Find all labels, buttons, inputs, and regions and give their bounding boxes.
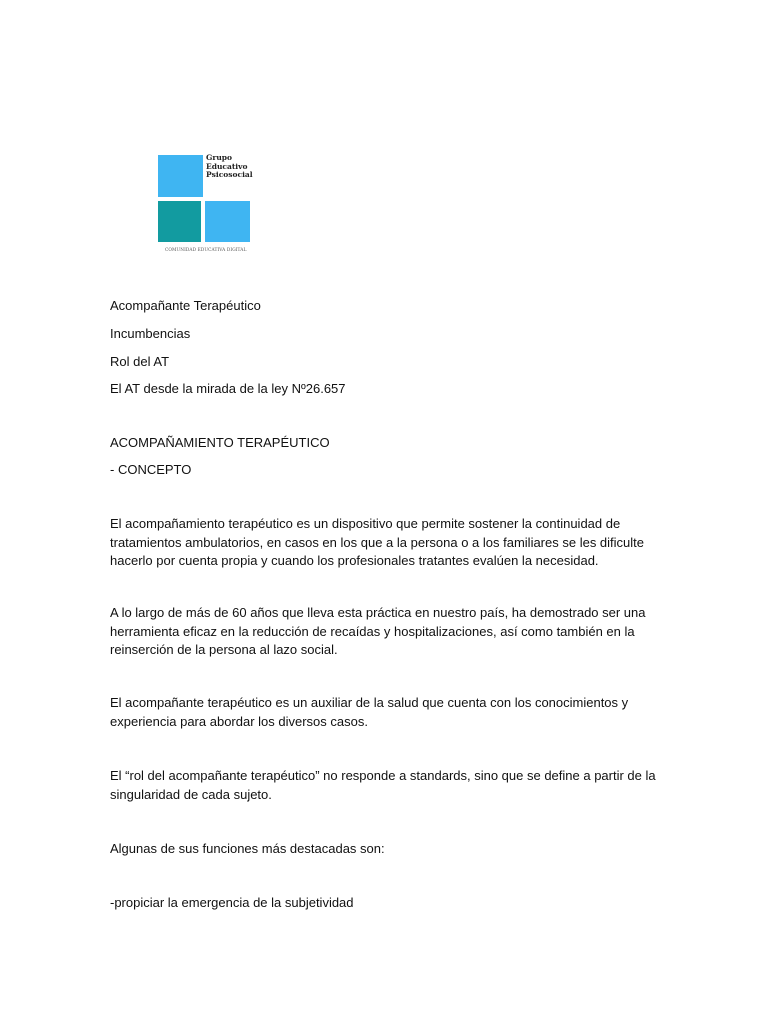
paragraph-history <box>110 604 670 660</box>
logo-name-line: Psicosocial <box>206 170 253 180</box>
logo-square-top-left <box>158 155 203 197</box>
paragraph-line: hacerlo por cuenta propia y cuando los profesionales tratantes evalúen la necesidad. <box>110 553 599 568</box>
logo <box>155 152 265 262</box>
heading-rol-del-at: Rol del AT <box>110 354 170 369</box>
logo-square-bottom-left <box>158 201 201 242</box>
paragraph-line: tratamientos ambulatorios, en casos en los que a la persona o a los familiares se les dificulte <box>110 534 645 550</box>
paragraph-line: herramienta eficaz en la reducción de recaídas y hospitalizaciones, así como también en la <box>110 623 635 639</box>
paragraph-line: experiencia para abordar los diversos casos. <box>110 713 368 729</box>
paragraph-rol <box>110 767 670 804</box>
paragraph-definition <box>110 515 670 571</box>
section-title: ACOMPAÑAMIENTO TERAPÉUTICO <box>110 435 330 450</box>
paragraph-line: El acompañamiento terapéutico es un dispositivo que permite sostener la continuidad de <box>110 516 621 531</box>
paragraph-line: El “rol del acompañante terapéutico” no responde a standards, sino que se define a partir de la <box>110 768 656 783</box>
heading-incumbencias: Incumbencias <box>110 326 191 341</box>
logo-name-line: Educativo <box>206 161 248 171</box>
paragraph-funciones: Algunas de sus funciones más destacadas son: <box>110 841 385 856</box>
list-item-subjetividad: -propiciar la emergencia de la subjetividad <box>110 895 354 910</box>
logo-tagline: COMUNIDAD EDUCATIVA DIGITAL <box>165 248 247 253</box>
paragraph-line: El acompañante terapéutico es un auxiliar de la salud que cuenta con los conocimientos y <box>110 695 629 710</box>
paragraph-auxiliar <box>110 694 670 731</box>
paragraph-line: A lo largo de más de 60 años que lleva esta práctica en nuestro país, ha demostrado ser una <box>110 605 646 620</box>
paragraph-line: singularidad de cada sujeto. <box>110 786 272 802</box>
section-concept: - CONCEPTO <box>110 462 192 477</box>
paragraph-line: reinserción de la persona al lazo social. <box>110 642 338 657</box>
heading-ley: El AT desde la mirada de la ley Nº26.657 <box>110 381 346 396</box>
heading-acompanante: Acompañante Terapéutico <box>110 298 261 313</box>
logo-name-line: Grupo <box>206 153 233 162</box>
logo-name <box>206 154 266 180</box>
logo-square-bottom-right <box>205 201 250 242</box>
